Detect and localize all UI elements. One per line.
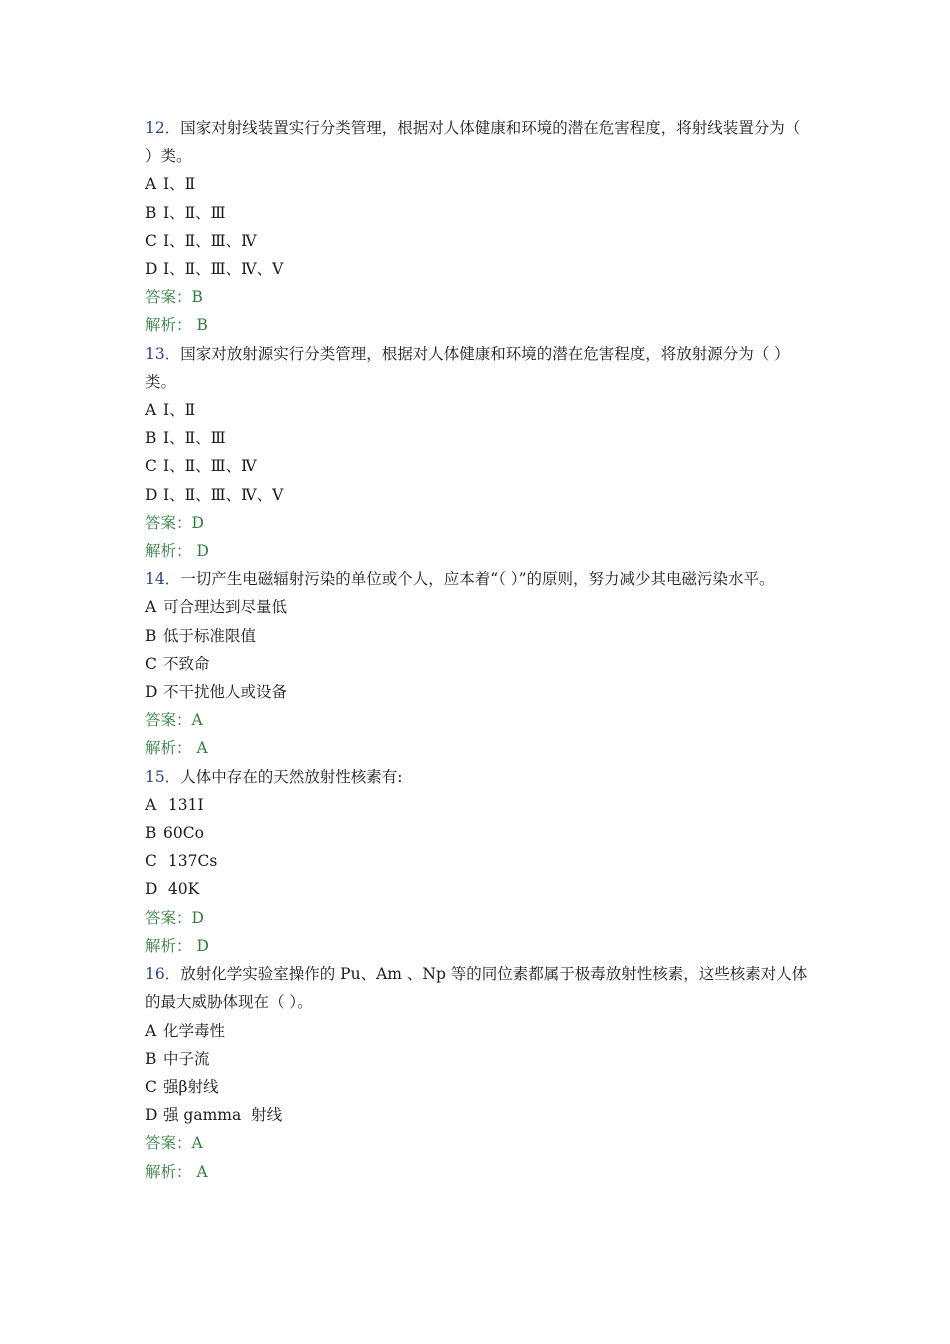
option-letter: D bbox=[145, 260, 158, 279]
question-block bbox=[145, 340, 810, 566]
question-block bbox=[145, 763, 810, 960]
option-letter: C bbox=[145, 231, 157, 250]
question-stem bbox=[145, 340, 810, 396]
option-c bbox=[145, 227, 810, 255]
option-letter: B bbox=[145, 203, 157, 222]
option-letter: B bbox=[145, 429, 157, 448]
option-letter: A bbox=[145, 1021, 157, 1040]
question-text: 国家对放射源实行分类管理，根据对人体健康和环境的潜在危害程度，将放射源分为（ ）类。 bbox=[145, 344, 790, 391]
option-text: Ⅰ、Ⅱ、Ⅲ、Ⅳ bbox=[163, 231, 257, 250]
analysis-label: 解析： bbox=[145, 542, 192, 561]
option-text: 可合理达到尽量低 bbox=[163, 598, 288, 617]
option-text: Ⅰ、Ⅱ bbox=[163, 401, 196, 420]
option-d bbox=[145, 481, 810, 509]
analysis-line bbox=[145, 311, 810, 339]
analysis-value: A bbox=[191, 1162, 208, 1181]
answer-label: 答案： bbox=[145, 288, 192, 307]
option-b bbox=[145, 1045, 810, 1073]
option-text: Ⅰ、Ⅱ bbox=[163, 175, 196, 194]
answer-line bbox=[145, 1129, 810, 1157]
option-b bbox=[145, 199, 810, 227]
option-a bbox=[145, 170, 810, 198]
option-text: 低于标准限值 bbox=[163, 626, 257, 645]
answer-line bbox=[145, 706, 810, 734]
option-b bbox=[145, 424, 810, 452]
question-text: 放射化学实验室操作的 Pu、Am 、Np 等的同位素都属于极毒放射性核素，这些核素对人体的最大威胁体现在（ ）。 bbox=[145, 965, 808, 1012]
option-letter: C bbox=[145, 1077, 157, 1096]
option-text: 强β射线 bbox=[163, 1077, 219, 1096]
analysis-label: 解析： bbox=[145, 316, 192, 335]
answer-value: D bbox=[191, 513, 204, 532]
option-letter: A bbox=[145, 175, 157, 194]
option-letter: A bbox=[145, 795, 157, 814]
option-d bbox=[145, 1101, 810, 1129]
option-a bbox=[145, 1017, 810, 1045]
option-text: Ⅰ、Ⅱ、Ⅲ、Ⅳ、Ⅴ bbox=[163, 485, 284, 504]
option-text: 60Co bbox=[163, 824, 204, 843]
option-letter: C bbox=[145, 852, 157, 871]
option-d bbox=[145, 875, 810, 903]
option-letter: C bbox=[145, 457, 157, 476]
option-letter: B bbox=[145, 824, 157, 843]
option-d bbox=[145, 678, 810, 706]
analysis-value: D bbox=[191, 542, 209, 561]
option-text: Ⅰ、Ⅱ、Ⅲ、Ⅳ、Ⅴ bbox=[163, 260, 284, 279]
answer-value: B bbox=[191, 288, 203, 307]
option-c bbox=[145, 847, 810, 875]
analysis-label: 解析： bbox=[145, 739, 192, 758]
option-b bbox=[145, 819, 810, 847]
option-letter: D bbox=[145, 683, 158, 702]
option-c bbox=[145, 650, 810, 678]
analysis-value: A bbox=[191, 739, 208, 758]
option-letter: A bbox=[145, 598, 157, 617]
question-number: 16． bbox=[145, 965, 181, 984]
question-block bbox=[145, 114, 810, 340]
answer-line bbox=[145, 509, 810, 537]
option-c bbox=[145, 1073, 810, 1101]
question-stem bbox=[145, 960, 810, 1016]
question-stem bbox=[145, 763, 810, 791]
question-stem bbox=[145, 565, 810, 593]
option-text: Ⅰ、Ⅱ、Ⅲ bbox=[163, 429, 226, 448]
option-b bbox=[145, 622, 810, 650]
option-letter: D bbox=[145, 880, 158, 899]
option-a bbox=[145, 396, 810, 424]
option-text: 强 gamma 射线 bbox=[163, 1106, 283, 1125]
option-letter: D bbox=[145, 485, 158, 504]
question-text: 国家对射线装置实行分类管理，根据对人体健康和环境的潜在危害程度，将射线装置分为（ ）类。 bbox=[145, 119, 806, 166]
option-a bbox=[145, 791, 810, 819]
analysis-label: 解析： bbox=[145, 1162, 192, 1181]
answer-value: A bbox=[191, 1134, 203, 1153]
analysis-line bbox=[145, 932, 810, 960]
analysis-line bbox=[145, 734, 810, 762]
analysis-line bbox=[145, 537, 810, 565]
option-text: 中子流 bbox=[163, 1049, 210, 1068]
answer-label: 答案： bbox=[145, 1134, 192, 1153]
answer-value: A bbox=[191, 711, 203, 730]
answer-line bbox=[145, 904, 810, 932]
answer-line bbox=[145, 283, 810, 311]
analysis-value: D bbox=[191, 936, 209, 955]
option-letter: A bbox=[145, 401, 157, 420]
option-text: 不干扰他人或设备 bbox=[163, 683, 288, 702]
option-text: Ⅰ、Ⅱ、Ⅲ bbox=[163, 203, 226, 222]
option-letter: B bbox=[145, 626, 157, 645]
option-text: Ⅰ、Ⅱ、Ⅲ、Ⅳ bbox=[163, 457, 257, 476]
option-text: 40K bbox=[163, 880, 200, 899]
analysis-line bbox=[145, 1158, 810, 1186]
analysis-label: 解析： bbox=[145, 936, 192, 955]
answer-label: 答案： bbox=[145, 908, 192, 927]
option-text: 化学毒性 bbox=[163, 1021, 226, 1040]
option-d bbox=[145, 255, 810, 283]
question-number: 15． bbox=[145, 767, 181, 786]
question-text: 一切产生电磁辐射污染的单位或个人，应本着“（ ）”的原则，努力减少其电磁污染水平。 bbox=[180, 570, 775, 589]
option-a bbox=[145, 593, 810, 621]
question-block bbox=[145, 565, 810, 762]
question-text: 人体中存在的天然放射性核素有: bbox=[180, 767, 403, 786]
question-block bbox=[145, 960, 810, 1186]
document-page bbox=[145, 114, 810, 1186]
option-letter: B bbox=[145, 1049, 157, 1068]
option-letter: C bbox=[145, 654, 157, 673]
option-text: 137Cs bbox=[163, 852, 218, 871]
analysis-value: B bbox=[191, 316, 208, 335]
option-text: 131I bbox=[163, 795, 204, 814]
question-stem bbox=[145, 114, 810, 170]
option-text: 不致命 bbox=[163, 654, 210, 673]
question-number: 13． bbox=[145, 344, 181, 363]
answer-label: 答案： bbox=[145, 711, 192, 730]
question-number: 14． bbox=[145, 570, 181, 589]
option-letter: D bbox=[145, 1106, 158, 1125]
option-c bbox=[145, 452, 810, 480]
question-number: 12． bbox=[145, 119, 181, 137]
answer-value: D bbox=[191, 908, 204, 927]
answer-label: 答案： bbox=[145, 513, 192, 532]
